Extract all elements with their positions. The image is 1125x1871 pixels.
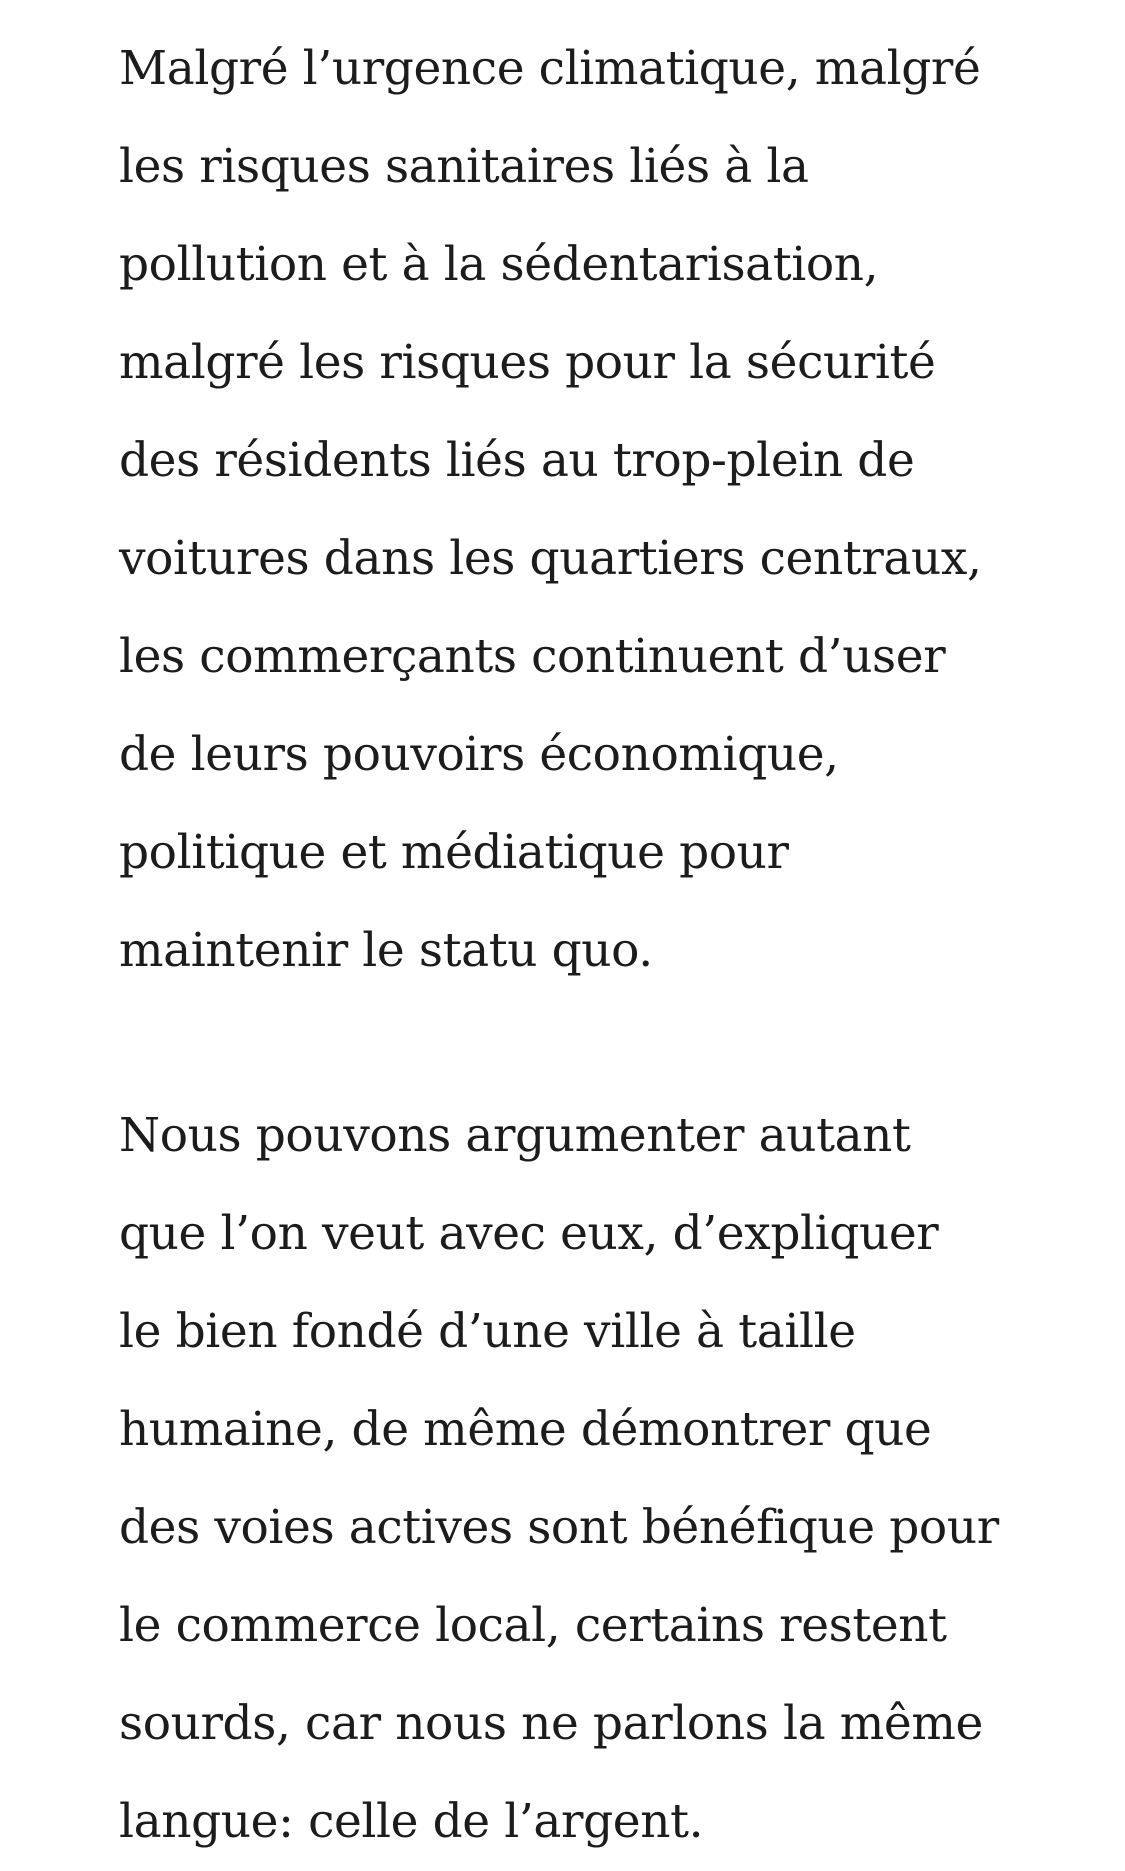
text-line: les risques sanitaires liés à la bbox=[119, 139, 809, 194]
text-line: le bien fondé d’une ville à taille bbox=[119, 1304, 856, 1359]
text-line: humaine, de même démontrer que bbox=[119, 1402, 932, 1457]
text-line: les commerçants continuent d’user bbox=[119, 629, 946, 684]
text-line: voitures dans les quartiers centraux, bbox=[119, 531, 982, 586]
paragraph-1 bbox=[119, 20, 982, 1000]
paragraph-2 bbox=[119, 1087, 999, 1871]
text-line: Malgré l’urgence climatique, malgré bbox=[119, 41, 981, 96]
text-line: des résidents liés au trop-plein de bbox=[119, 433, 915, 488]
text-line: Nous pouvons argumenter autant bbox=[119, 1108, 911, 1163]
text-line: le commerce local, certains restent bbox=[119, 1598, 947, 1653]
text-line: des voies actives sont bénéfique pour bbox=[119, 1500, 999, 1555]
text-line: politique et médiatique pour bbox=[119, 825, 789, 880]
text-line: langue: celle de l’argent. bbox=[119, 1794, 704, 1849]
text-line: sourds, car nous ne parlons la même bbox=[119, 1696, 983, 1751]
text-line: que l’on veut avec eux, d’expliquer bbox=[119, 1206, 939, 1261]
text-line: maintenir le statu quo. bbox=[119, 923, 653, 978]
text-line: malgré les risques pour la sécurité bbox=[119, 335, 936, 390]
text-line: de leurs pouvoirs économique, bbox=[119, 727, 839, 782]
text-line: pollution et à la sédentarisation, bbox=[119, 237, 879, 292]
